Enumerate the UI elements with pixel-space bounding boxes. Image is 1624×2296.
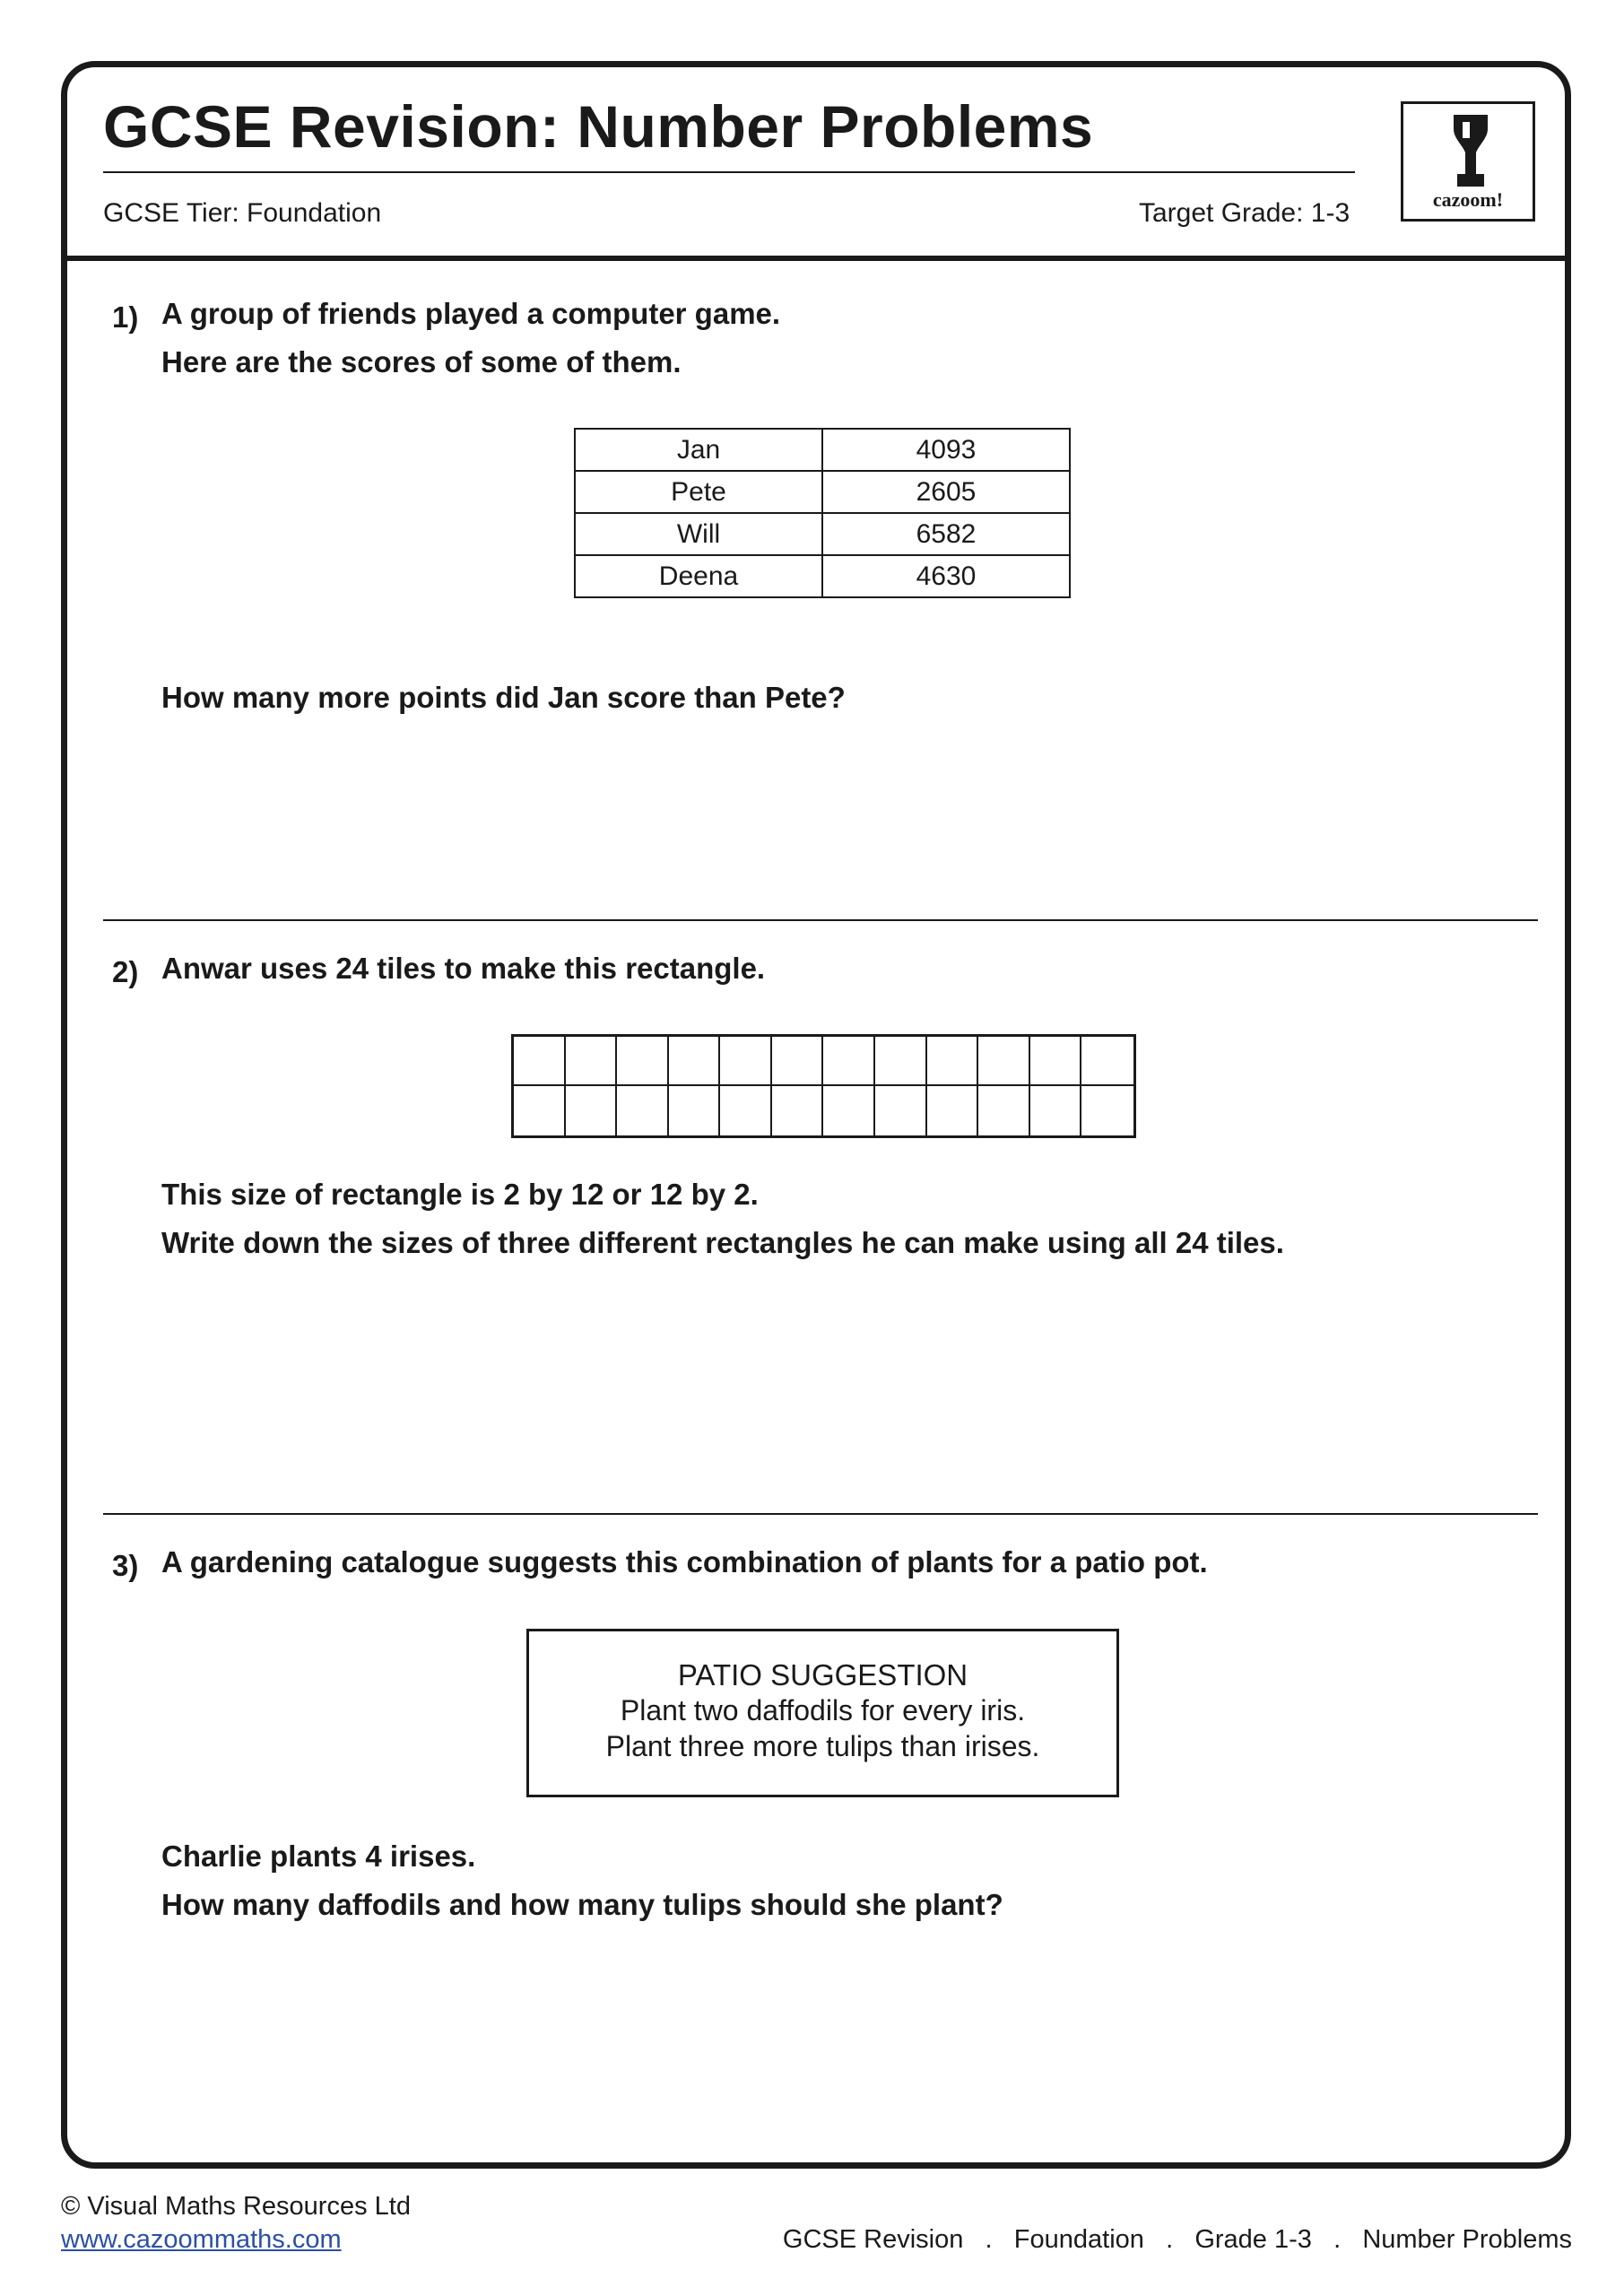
header-divider: [67, 256, 1565, 261]
player-score: 6582: [822, 513, 1070, 555]
tile: [1030, 1086, 1082, 1135]
player-name: Deena: [575, 555, 822, 597]
breadcrumb-item: GCSE Revision: [782, 2225, 964, 2254]
question-3-line-2: How many daffodils and how many tulips should she plant?: [161, 1888, 1003, 1921]
player-name: Pete: [575, 471, 822, 513]
question-3-intro: A gardening catalogue suggests this combination of plants for a patio pot.: [161, 1545, 1208, 1578]
tile: [566, 1086, 618, 1135]
cazoom-logo: [1401, 101, 1535, 222]
tile: [514, 1037, 566, 1086]
patio-box-line-1: Plant two daffodils for every iris.: [620, 1694, 1026, 1726]
tile: [978, 1037, 1030, 1086]
tile: [617, 1037, 669, 1086]
player-score: 2605: [822, 471, 1070, 513]
tile: [617, 1086, 669, 1135]
tile: [875, 1086, 927, 1135]
tile: [978, 1086, 1030, 1135]
patio-box-title: PATIO SUGGESTION: [677, 1658, 968, 1692]
question-2-number: 2): [112, 955, 139, 988]
table-row: [575, 471, 1070, 513]
tile: [566, 1037, 618, 1086]
tile: [1081, 1037, 1133, 1086]
tile: [669, 1086, 721, 1135]
target-grade-label: Target Grade: 1-3: [1139, 198, 1350, 228]
tile: [1030, 1037, 1082, 1086]
player-score: 4630: [822, 555, 1070, 597]
footer-breadcrumb: GCSE Revision . Foundation . Grade 1-3 . Number Problems: [782, 2225, 1572, 2254]
player-name: Will: [575, 513, 822, 555]
tile: [927, 1037, 979, 1086]
table-row: [575, 555, 1070, 597]
section-divider: [103, 1513, 1538, 1515]
question-1-number: 1): [112, 300, 139, 334]
question-1-text: [161, 290, 780, 387]
section-divider: [103, 919, 1538, 921]
player-score: 4093: [822, 429, 1070, 471]
tile: [772, 1086, 824, 1135]
title-underline: [103, 171, 1355, 173]
tile: [875, 1037, 927, 1086]
question-1-line-2: Here are the scores of some of them.: [161, 345, 682, 378]
copyright-text: © Visual Maths Resources Ltd: [61, 2192, 411, 2221]
tile: [823, 1086, 875, 1135]
scores-table: [574, 428, 1071, 598]
question-2-intro: Anwar uses 24 tiles to make this rectangle.: [161, 952, 766, 985]
tile: [720, 1037, 772, 1086]
question-1-prompt: How many more points did Jan score than Pete?: [161, 681, 846, 714]
worksheet-frame: [61, 61, 1571, 2169]
question-3-text: [161, 1832, 1003, 1929]
tile-rectangle: [511, 1034, 1136, 1138]
tile: [669, 1037, 721, 1086]
tile: [772, 1037, 824, 1086]
question-1-line-1: A group of friends played a computer game.: [161, 297, 781, 330]
table-row: [575, 429, 1070, 471]
player-name: Jan: [575, 429, 822, 471]
patio-box-line-2: Plant three more tulips than irises.: [605, 1730, 1040, 1762]
tier-label: GCSE Tier: Foundation: [103, 198, 382, 228]
goblet-icon: [1452, 115, 1489, 187]
website-link[interactable]: www.cazoommaths.com: [61, 2225, 342, 2254]
question-2-text: [161, 1170, 1284, 1267]
breadcrumb-item: Grade 1-3: [1194, 2225, 1312, 2254]
table-row: [575, 513, 1070, 555]
tile: [1081, 1086, 1133, 1135]
question-3-line-1: Charlie plants 4 irises.: [161, 1839, 476, 1873]
tile: [823, 1037, 875, 1086]
question-3-number: 3): [112, 1549, 139, 1582]
tile: [514, 1086, 566, 1135]
tile: [720, 1086, 772, 1135]
breadcrumb-item: Number Problems: [1362, 2225, 1572, 2254]
logo-text: cazoom!: [1432, 188, 1504, 211]
question-2-line-1: This size of rectangle is 2 by 12 or 12 by 2.: [161, 1178, 759, 1211]
patio-suggestion-box: [526, 1629, 1119, 1797]
tile: [927, 1086, 979, 1135]
question-2-line-2: Write down the sizes of three different rectangles he can make using all 24 tiles.: [161, 1226, 1284, 1259]
page-title: GCSE Revision: Number Problems: [103, 93, 1094, 160]
breadcrumb-item: Foundation: [1013, 2225, 1144, 2254]
